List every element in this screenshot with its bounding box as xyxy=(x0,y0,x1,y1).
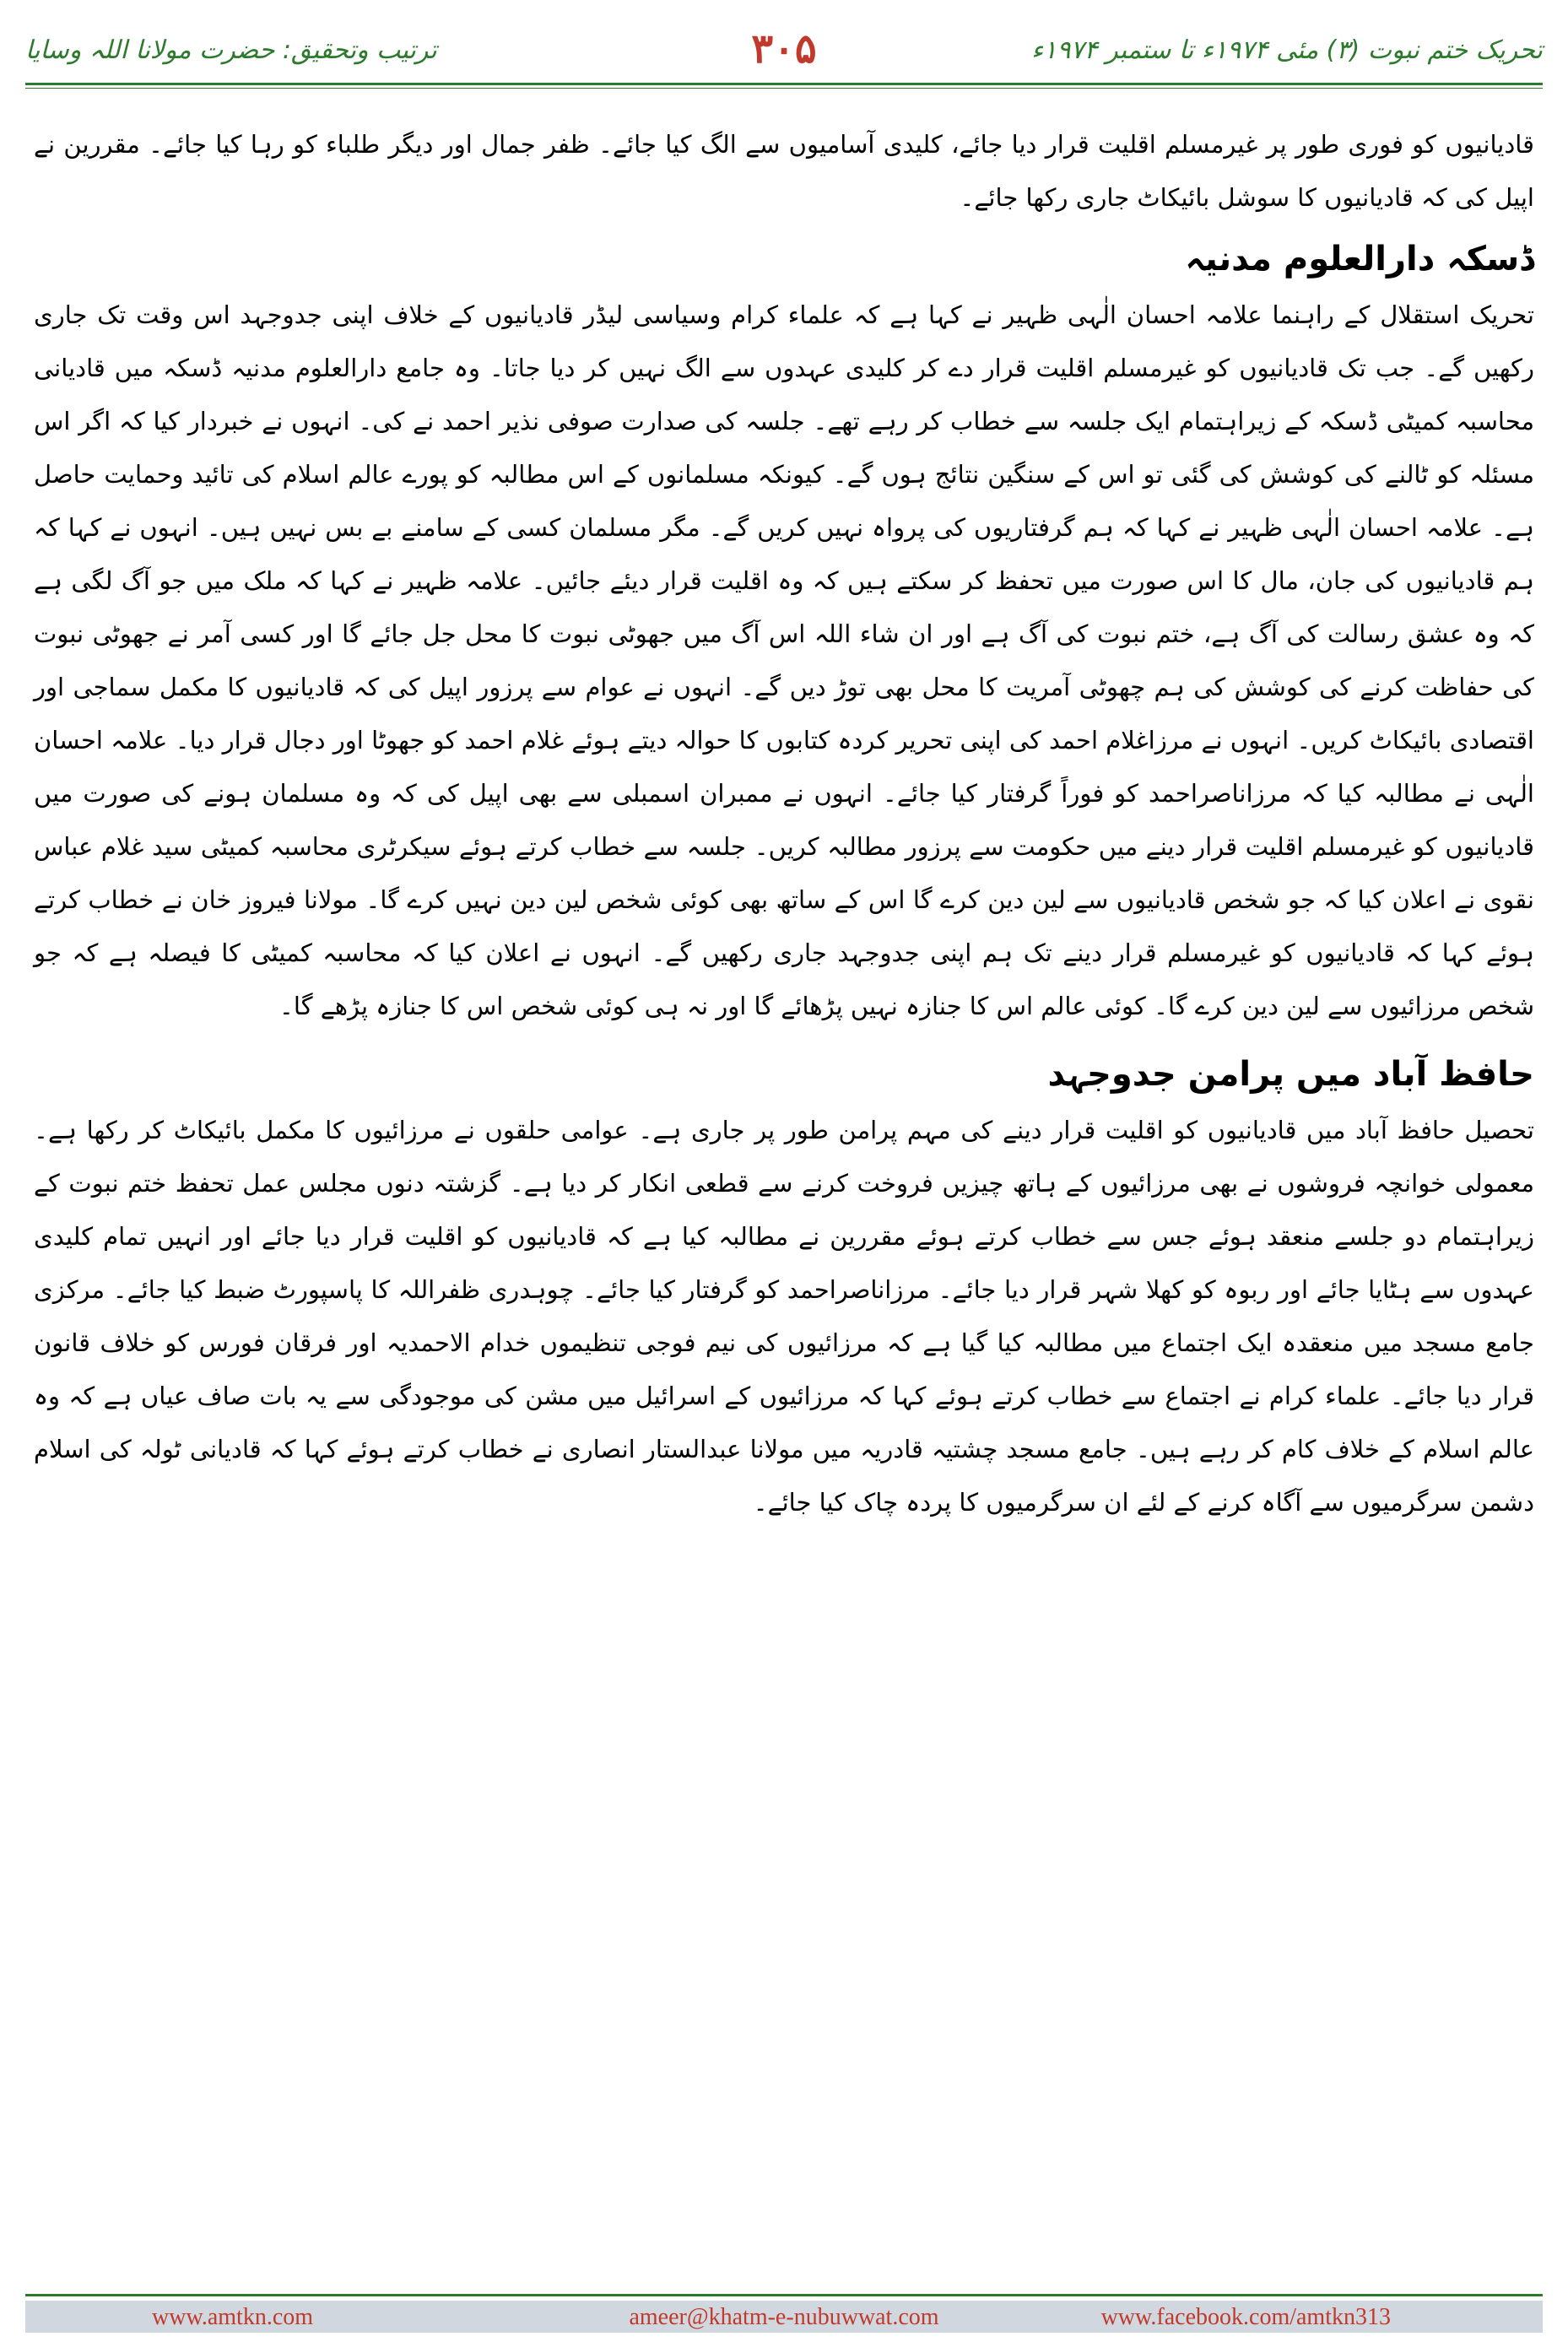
header-divider-thin xyxy=(25,88,1543,89)
footer-email-link[interactable]: ameer@khatm-e-nubuwwat.com xyxy=(629,2304,939,2330)
footer-website-link[interactable]: www.amtkn.com xyxy=(152,2304,314,2330)
paragraph-intro: قادیانیوں کو فوری طور پر غیرمسلم اقلیت قرار دیا جائے، کلیدی آسامیوں سے الگ کیا جائے۔ ظفر جمال اور دیگر طلباء کو رہا کیا جائے۔ مقررین نے اپیل کی کہ قادیانیوں کا سوشل بائیکاٹ جاری رکھا جائے۔ xyxy=(34,130,1534,212)
page-header xyxy=(25,25,1543,76)
section-heading-daska: ڈسکہ دارالعلوم مدنیہ xyxy=(1185,240,1534,279)
paragraph-daska: تحریک استقلال کے راہنما علامہ احسان الٰہی ظہیر نے کہا ہے کہ علماء کرام وسیاسی لیڈر قادیانیوں کے خلاف اپنی جدوجہد اس وقت تک جاری رکھیں گے۔ جب تک قادیانیوں کو غیرمسلم اقلیت قرار دے کر کلیدی عہدوں سے الگ نہیں کر دیا جاتا۔ وہ جامع دارالعلوم مدنیہ ڈسکہ میں قادیانی محاسبہ کمیٹی ڈسکہ کے زیراہتمام ایک جلسہ سے خطاب کر رہے تھے۔ جلسہ کی صدارت صوفی نذیر احمد نے کی۔ انہوں نے خبردار کیا کہ اگر اس مسئلہ کو ٹالنے کی کوشش کی گئی تو اس کے سنگین نتائج ہوں گے۔ کیونکہ مسلمانوں کے اس مطالبہ کو پورے عالم اسلام کی تائید وحمایت حاصل ہے۔ علامہ احسان الٰہی ظہیر نے کہا کہ ہم گرفتاریوں کی پرواہ نہیں کریں گے۔ مگر مسلمان کسی کے سامنے بے بس نہیں ہیں۔ انہوں نے کہا کہ ہم قادیانیوں کی جان، مال کا اس صورت میں تحفظ کر سکتے ہیں کہ وہ اقلیت قرار دیئے جائیں۔ علامہ ظہیر نے کہا کہ ملک میں جو آگ لگی ہے کہ وہ عشق رسالت کی آگ ہے، ختم نبوت کی آگ ہے اور ان شاء اللہ اس آگ میں جھوٹی نبوت کا محل جل جائے گا اور کسی آمر نے جھوٹی نبوت کی حفاظت کرنے کی کوشش کی ہم چھوٹی آمریت کا محل بھی توڑ دیں گے۔ انہوں نے عوام سے پرزور اپیل کی کہ قادیانیوں کا مکمل سماجی اور اقتصادی بائیکاٹ کریں۔ انہوں نے مرزاغلام احمد کی اپنی تحریر کردہ کتابوں کا حوالہ دیتے ہوئے غلام احمد کو جھوٹا اور دجال قرار دیا۔ علامہ احسان الٰہی نے مطالبہ کیا کہ مرزاناصراحمد کو فوراً گرفتار کیا جائے۔ انہوں نے ممبران اسمبلی سے بھی اپیل کی کہ وہ مسلمان ہونے کی صورت میں قادیانیوں کو غیرمسلم اقلیت قرار دینے میں حکومت سے پرزور مطالبہ کریں۔ جلسہ سے خطاب کرتے ہوئے سیکرٹری محاسبہ کمیٹی سید غلام عباس نقوی نے اعلان کیا کہ جو شخص قادیانیوں سے لین دین کرے گا اس کے ساتھ بھی کوئی شخص لین دین نہیں کرے گا۔ مولانا فیروز خان نے خطاب کرتے ہوئے کہا کہ قادیانیوں کو غیرمسلم قرار دینے تک ہم اپنی جدوجہد جاری رکھیں گے۔ انہوں نے اعلان کیا کہ محاسبہ کمیٹی کا فیصلہ ہے کہ جو شخص مرزائیوں سے لین دین کرے گا۔ کوئی عالم اس کا جنازہ نہیں پڑھائے گا اور نہ ہی کوئی شخص اس کا جنازہ پڑھے گا۔ xyxy=(34,300,1534,1020)
header-divider xyxy=(25,83,1543,85)
footer-divider xyxy=(25,2294,1543,2296)
section-heading-hafizabad: حافظ آباد میں پرامن جدوجہد xyxy=(1047,1055,1534,1094)
paragraph-hafizabad: تحصیل حافظ آباد میں قادیانیوں کو اقلیت قرار دینے کی مہم پرامن طور پر جاری ہے۔ عوامی حلقوں نے مرزائیوں کا مکمل بائیکاٹ کر رکھا ہے۔ معمولی خوانچہ فروشوں نے بھی مرزائیوں کے ہاتھ چیزیں فروخت کرنے سے قطعی انکار کر دیا ہے۔ گزشتہ دنوں مجلس عمل تحفظ ختم نبوت کے زیراہتمام دو جلسے منعقد ہوئے جس سے خطاب کرتے ہوئے مقررین نے مطالبہ کیا ہے کہ قادیانیوں کو اقلیت قرار دیا جائے اور انہیں تمام کلیدی عہدوں سے ہٹایا جائے اور ربوہ کو کھلا شہر قرار دیا جائے۔ مرزاناصراحمد کو گرفتار کیا جائے۔ چوہدری ظفراللہ کا پاسپورٹ ضبط کیا جائے۔ مرکزی جامع مسجد میں منعقدہ ایک اجتماع میں مطالبہ کیا گیا ہے کہ مرزائیوں کی نیم فوجی تنظیموں خدام الاحمدیہ اور فرقان فورس کو خلاف قانون قرار دیا جائے۔ علماء کرام نے اجتماع سے خطاب کرتے ہوئے کہا کہ مرزائیوں کے اسرائیل میں مشن کی موجودگی سے یہ بات صاف عیاں ہے کہ وہ عالم اسلام کے خلاف کام کر رہے ہیں۔ جامع مسجد چشتیہ قادریہ میں مولانا عبدالستار انصاری نے خطاب کرتے ہوئے کہا کہ قادیانی ٹولہ کی اسلام دشمن سرگرمیوں سے آگاہ کرنے کے لئے ان سرگرمیوں کا پردہ چاک کیا جائے۔ xyxy=(34,1116,1534,1517)
page-body xyxy=(34,118,1534,1529)
page-footer xyxy=(25,2301,1543,2333)
section-spacer xyxy=(34,1033,1534,1040)
header-compiler-credit: ترتیب وتحقیق: حضرت مولانا اللہ وسایا xyxy=(25,35,437,65)
header-book-title: تحریک ختم نبوت (۳) مئی ۱۹۷۴ء تا ستمبر ۱۹۷۴ء xyxy=(1031,35,1543,65)
page-number: ۳۰۵ xyxy=(751,25,817,73)
footer-facebook-link[interactable]: www.facebook.com/amtkn313 xyxy=(1100,2304,1391,2330)
